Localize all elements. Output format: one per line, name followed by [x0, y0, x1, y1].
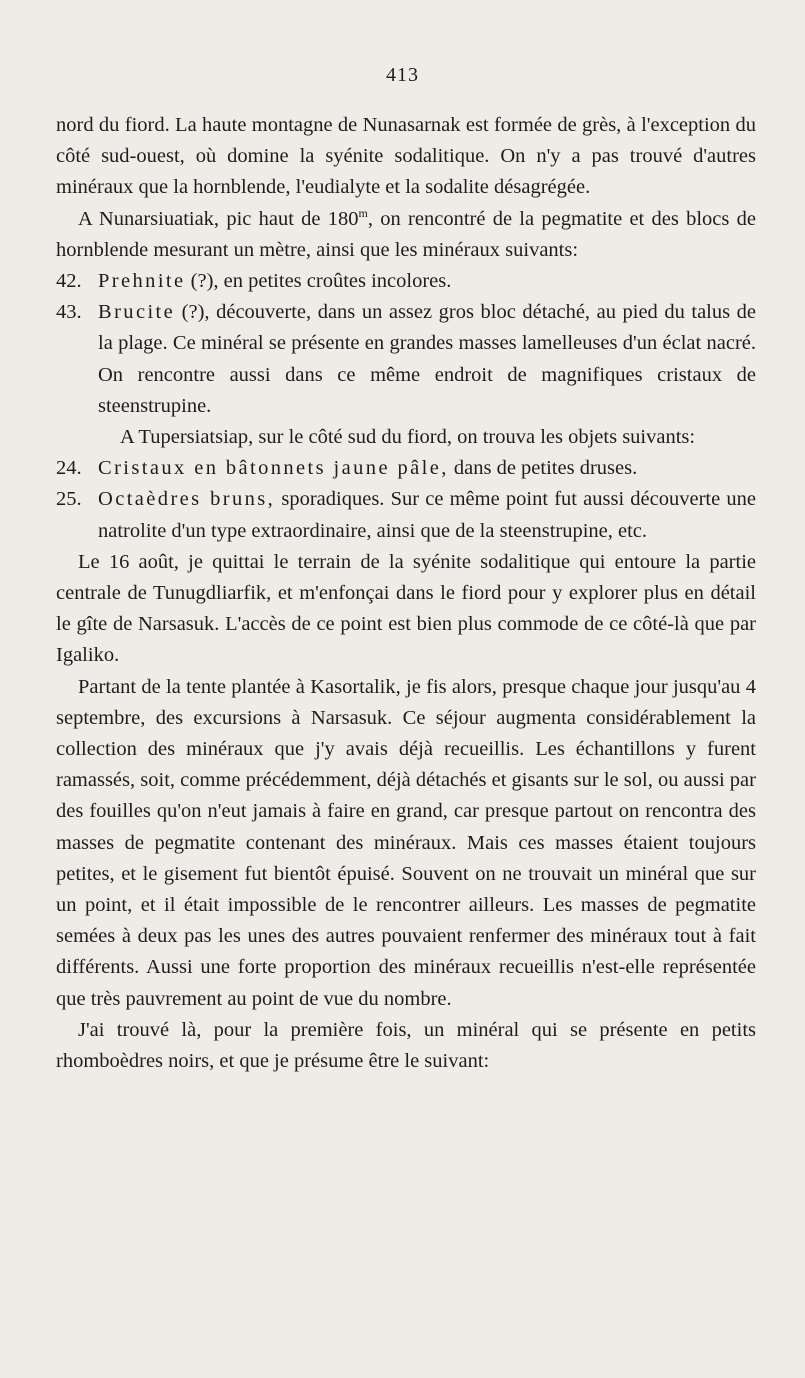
mineral-name: Cristaux en bâtonnets jaune pâle,	[98, 457, 449, 480]
mineral-name: Brucite	[98, 301, 176, 324]
item-description: (?), découverte, dans un assez gros bloc détaché, au pied du talus de la plage. Ce minéral se présente en grandes masses lamelleuses d'un éclat nacré. On rencontre aussi dans ce même endroit de magnifiques cristaux de steenstrupine.	[98, 301, 756, 417]
list-item-24	[56, 453, 756, 484]
paragraph-tupersiatsiap: A Tupersiatsiap, sur le côté sud du fiord, on trouva les objets suivants:	[120, 426, 696, 449]
body-text	[56, 110, 756, 1077]
list-item-43	[56, 297, 756, 422]
item-description: dans de petites druses.	[448, 457, 638, 480]
item-number: 43.	[56, 301, 82, 324]
item-description: sporadiques. Sur ce même point fut aussi découverte une natrolite d'un type extraordinaire, ainsi que de la steenstrupine, etc.	[98, 488, 756, 542]
paragraph-kasortalik: Partant de la tente plantée à Kasortalik, je fis alors, presque chaque jour jusqu'au 4 septembre, des excursions à Narsasuk. Ce séjour augmenta considérablement la collection des minéraux que j'y avais déjà recueillis. Les échantillons y furent ramassés, soit, comme précédemment, déjà détachés et gisants sur le sol, ou aussi par des fouilles qu'on n'eut jamais à faire en grand, car presque partout on rencontra des masses de pegmatite contenant des minéraux. Mais ces masses étaient toujours petites, et le gisement fut bientôt épuisé. Souvent on ne trouvait un minéral que sur un point, et il était impossible de le rencontrer ailleurs. Les masses de pegmatite semées à deux pas les unes des autres pouvaient renfermer des minéraux tout à fait différents. Aussi une forte proportion des minéraux recueillis n'est-elle représentée que très pauvrement au point de vue du nombre.	[56, 675, 756, 1010]
page-number: 413	[386, 64, 419, 86]
item-number: 24.	[56, 457, 82, 480]
nunarsiuatiak-text-end: , on rencontré de la pegmatite et des blocs de hornblende mesurant un mètre, ainsi que les minéraux suivants:	[56, 207, 756, 261]
list-item-42	[56, 266, 756, 297]
paragraph-nunarsiuatiak	[56, 204, 756, 266]
item-number: 42.	[56, 270, 82, 293]
nunarsiuatiak-text-start: A Nunarsiuatiak, pic haut de 180	[78, 207, 359, 230]
item-description: (?), en petites croûtes incolores.	[185, 270, 452, 293]
item-number: 25.	[56, 488, 82, 511]
paragraph-16-aout: Le 16 août, je quittai le terrain de la syénite sodalitique qui entoure la partie centrale de Tunugdliarfik, et m'enfonçai dans le fiord pour y explorer plus en détail le gîte de Narsasuk. L'accès de ce point est bien plus commode de ce côté-là que par Igaliko.	[56, 550, 756, 667]
meter-unit: m	[358, 205, 368, 220]
paragraph-rhomboedres: J'ai trouvé là, pour la première fois, un minéral qui se présente en petits rhomboèdres noirs, et que je présume être le suivant:	[56, 1018, 756, 1073]
paragraph-nunasarnak: nord du fiord. La haute montagne de Nunasarnak est formée de grès, à l'exception du côté sud-ouest, où domine la syénite sodalitique. On n'y a pas trouvé d'autres minéraux que la hornblende, l'eudialyte et la sodalite désagrégée.	[56, 114, 756, 199]
mineral-name: Octaèdres bruns,	[98, 488, 276, 511]
list-item-25	[56, 484, 756, 546]
mineral-name: Prehnite	[98, 270, 186, 293]
